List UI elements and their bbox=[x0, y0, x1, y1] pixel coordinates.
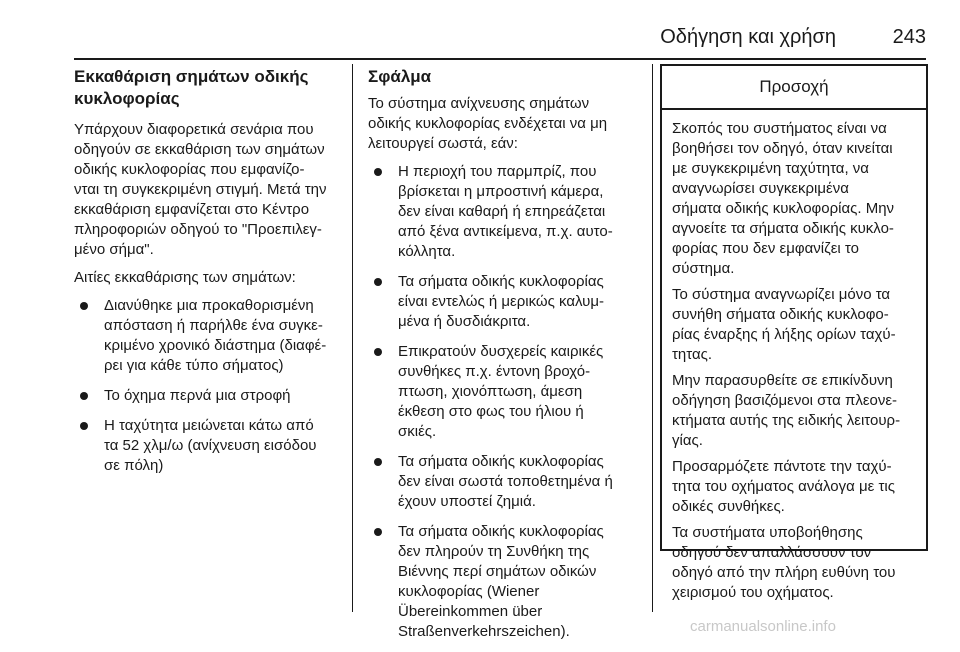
column-divider bbox=[652, 64, 653, 612]
caution-paragraph: Τα συστήματα υποβοήθησης οδηγού δεν απαλλάσσουν τον οδηγό από την πλήρη ευθύνη του χειρισμού του οχήματος. bbox=[672, 524, 896, 601]
page-number: 243 bbox=[892, 26, 926, 48]
column-divider bbox=[352, 64, 353, 612]
caution-body bbox=[662, 110, 926, 603]
bullet-icon bbox=[374, 528, 382, 536]
fault-intro: Το σύστημα ανίχνευσης σημάτων οδικής κυκλοφορίας ενδέχεται να μη λειτουργεί σωστά, εάν: bbox=[368, 95, 608, 152]
list-item: Επικρατούν δυσχερείς καιρικές συνθήκες π.χ. έντονη βροχό‐ πτωση, χιονόπτωση, άμεση έκθεση στο φως του ήλιου ή σκιές. bbox=[368, 342, 652, 442]
list-item: Τα σήματα οδικής κυκλοφορίας δεν πληρούν τη Συνθήκη της Βιέννης περί σημάτων οδικών κυκλοφορίας (Wiener Übereinkommen über Straßenverkehrszeichen). bbox=[368, 522, 652, 642]
fault-list bbox=[368, 162, 652, 642]
caution-paragraph: Μην παρασυρθείτε σε επικίνδυνη οδήγηση βασιζόμενοι στα πλεονε‐ κτήματα αυτής της ειδικής λειτουρ‐ γίας. bbox=[672, 372, 901, 449]
middle-column bbox=[368, 66, 652, 652]
header-divider bbox=[74, 58, 926, 60]
caution-paragraph: Προσαρμόζετε πάντοτε την ταχύ‐ τητα του οχήματος ανάλογα με τις οδικές συνθήκες. bbox=[672, 458, 895, 515]
bullet-icon bbox=[80, 422, 88, 430]
section-heading-fault: Σφάλμα bbox=[368, 67, 432, 86]
bullet-icon bbox=[374, 278, 382, 286]
caution-title: Προσοχή bbox=[662, 66, 926, 110]
clearing-paragraph: Υπάρχουν διαφορετικά σενάρια που οδηγούν σε εκκαθάριση των σημάτων οδικής κυκλοφορίας που εμφανίζο‐ νται τη συγκεκριμένη στιγμή. Μετά την εκκαθάριση εμφανίζεται στο Κέντρο πληροφοριών οδηγού το "Προεπιλεγ‐ μένο σήμα". bbox=[74, 121, 327, 258]
section-heading-clearing: Εκκαθάριση σημάτων οδικής κυκλοφορίας bbox=[74, 67, 309, 108]
list-item: Τα σήματα οδικής κυκλοφορίας δεν είναι σωστά τοποθετημένα ή έχουν υποστεί ζημιά. bbox=[368, 452, 652, 512]
page-header bbox=[74, 26, 926, 56]
bullet-icon bbox=[374, 458, 382, 466]
list-item: Η περιοχή του παρμπρίζ, που βρίσκεται η μπροστινή κάμερα, δεν είναι καθαρή ή επηρεάζεται από ξένα αντικείμενα, π.χ. αυτο‐ κόλλητα. bbox=[368, 162, 652, 262]
reasons-intro: Αιτίες εκκαθάρισης των σημάτων: bbox=[74, 269, 296, 286]
page-title: Οδήγηση και χρήση bbox=[660, 26, 836, 48]
list-item: Διανύθηκε μια προκαθορισμένη απόσταση ή παρήλθε ένα συγκε‐ κριμένο χρονικό διάστημα (διαφέ‐ ρει για κάθε τύπο σήματος) bbox=[74, 296, 346, 376]
caution-box bbox=[660, 64, 928, 601]
bullet-icon bbox=[374, 348, 382, 356]
bullet-icon bbox=[80, 302, 88, 310]
bullet-icon bbox=[80, 392, 88, 400]
list-item: Το όχημα περνά μια στροφή bbox=[74, 386, 346, 406]
bullet-icon bbox=[374, 168, 382, 176]
list-item: Η ταχύτητα μειώνεται κάτω από τα 52 χλμ/ω (ανίχνευση εισόδου σε πόλη) bbox=[74, 416, 346, 476]
reasons-list bbox=[74, 296, 346, 476]
caution-paragraph: Σκοπός του συστήματος είναι να βοηθήσει τον οδηγό, όταν κινείται με συγκεκριμένη ταχύτητα, να αναγνωρίσει συγκεκριμένα σήματα οδικής κυκλοφορίας. Μην αγνοείτε τα σήματα οδικής κυκλο‐ φορίας που δεν εμφανίζει το σύστημα. bbox=[672, 120, 895, 277]
list-item: Τα σήματα οδικής κυκλοφορίας είναι εντελώς ή μερικώς καλυμ‐ μένα ή δυσδιάκριτα. bbox=[368, 272, 652, 332]
caution-paragraph: Το σύστημα αναγνωρίζει μόνο τα συνήθη σήματα οδικής κυκλοφο‐ ρίας έναρξης ή λήξης ορίων ταχύ‐ τητας. bbox=[672, 286, 896, 363]
left-column bbox=[74, 66, 346, 486]
watermark: carmanualsonline.info bbox=[690, 618, 836, 635]
